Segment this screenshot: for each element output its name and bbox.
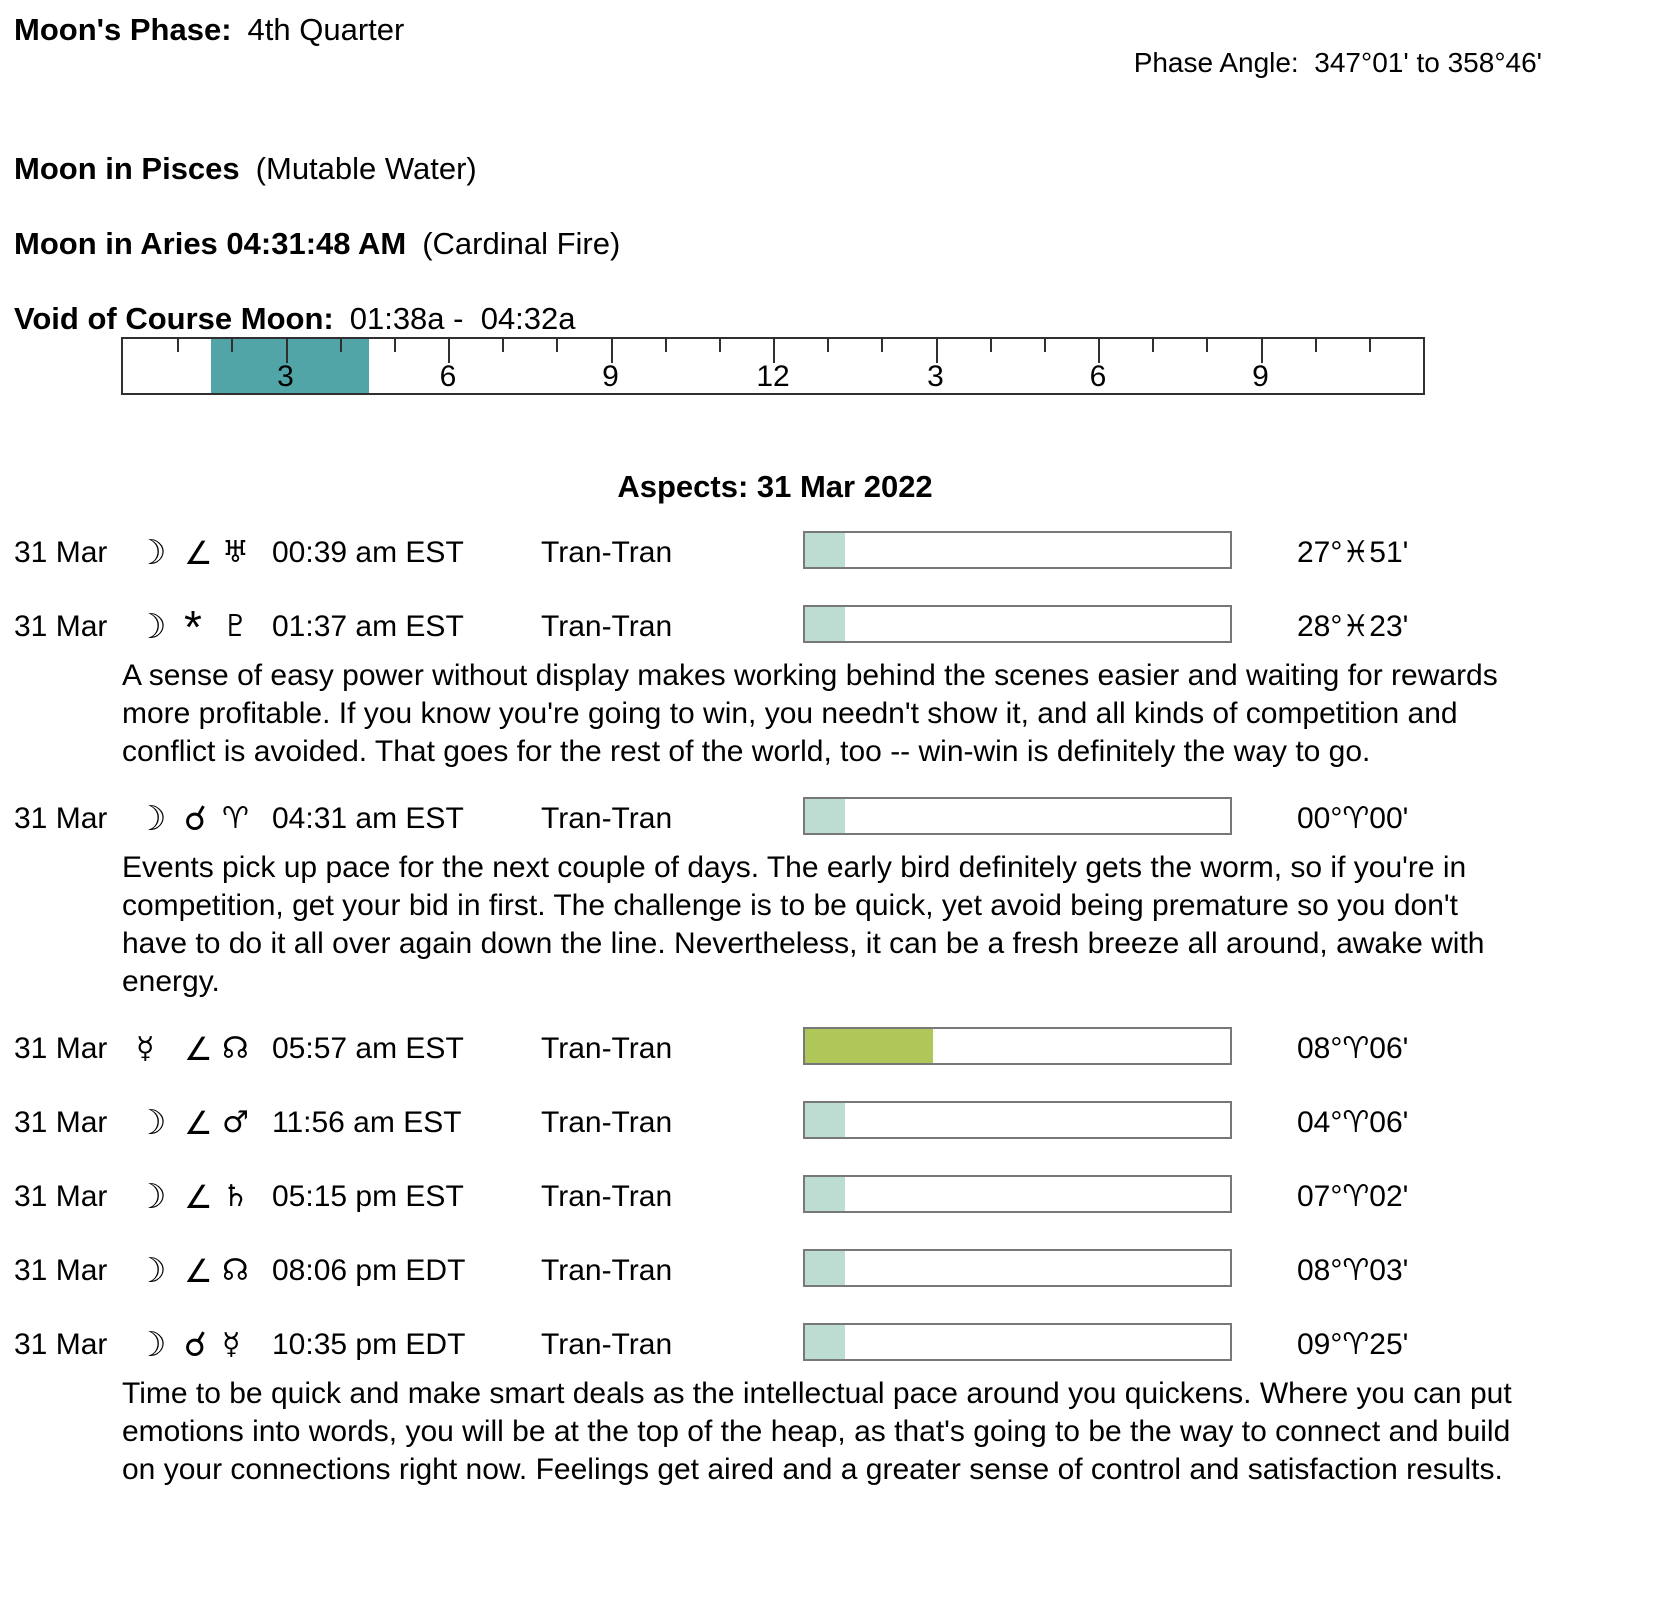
ruler-tick [1315, 339, 1317, 352]
aspect-row [0, 1101, 1550, 1149]
ruler-tick [827, 339, 829, 352]
saturn-icon: ♄ [222, 1179, 249, 1214]
mercury-icon: ☿ [222, 1327, 241, 1362]
voc-ruler [121, 337, 1425, 395]
aspect-degree: 07°♈02' [1297, 1180, 1409, 1213]
north-node-icon: ☊ [222, 1031, 249, 1066]
orb-progress-bar [803, 605, 1232, 643]
aspect-type: Tran-Tran [541, 1328, 673, 1361]
aspect-row-line [0, 601, 1550, 653]
aspect-date: 31 Mar [14, 1106, 108, 1139]
aspect-date: 31 Mar [14, 536, 108, 569]
ruler-hour-label: 3 [277, 360, 294, 393]
aspect-type: Tran-Tran [541, 1254, 673, 1287]
aspect-row-line [0, 797, 1550, 845]
aspect-time: 10:35 pm EDT [272, 1328, 466, 1361]
aries-icon: ♈ [222, 801, 249, 836]
orb-progress-fill [805, 799, 845, 833]
aspect-degree: 08°♈06' [1297, 1032, 1409, 1065]
aspect-row [0, 1175, 1550, 1223]
conjunction-icon: ☌ [184, 799, 207, 839]
aspect-degree: 27°♓51' [1297, 536, 1409, 569]
aspect-date: 31 Mar [14, 610, 108, 643]
aspect-time: 11:56 am EST [272, 1106, 462, 1139]
orb-progress-fill [805, 607, 845, 641]
semisquare-icon: ∠ [184, 534, 213, 572]
voc-value: 01:38a - 04:32a [349, 301, 576, 336]
semisquare-icon: ∠ [184, 1178, 213, 1216]
moon-phase-label: Moon's Phase: [14, 12, 232, 47]
orb-progress-bar [803, 797, 1232, 835]
aspects-section [0, 469, 1550, 1489]
aspect-type: Tran-Tran [541, 536, 673, 569]
aspect-interpretation: A sense of easy power without display makes working behind the scenes easier and waiting for rewards more profitable. If you know you're going to win, you needn't show it, and all kinds of competition and conflict is avoided. That goes for the rest of the world, too -- win-win is definitely the way to go. [122, 659, 1498, 768]
aspect-degree: 28°♓23' [1297, 610, 1409, 643]
ruler-tick [1369, 339, 1371, 352]
moon-ingress-label: Moon in Aries 04:31:48 AM [14, 226, 407, 261]
ruler-tick [881, 339, 883, 352]
phase-angle-value: 347°01' to 358°46' [1314, 47, 1542, 78]
moon-sign-line [14, 151, 1670, 187]
aspect-row-line [0, 1323, 1550, 1371]
moon-icon: ☽ [136, 1325, 167, 1365]
sextile-icon: * [184, 601, 202, 653]
ruler-tick [1152, 339, 1154, 352]
aspect-type: Tran-Tran [541, 1106, 673, 1139]
ruler-hour-label: 6 [1089, 360, 1107, 393]
aspect-time: 04:31 am EST [272, 802, 464, 835]
aspect-row-line [0, 1249, 1550, 1297]
moon-ingress-line [14, 226, 1670, 262]
orb-progress-fill [805, 1251, 845, 1285]
aspect-row [0, 531, 1550, 579]
ruler-tick [394, 339, 396, 352]
ruler-tick [1206, 339, 1208, 352]
aspect-date: 31 Mar [14, 1032, 108, 1065]
aspect-type: Tran-Tran [541, 802, 673, 835]
moon-icon: ☽ [136, 607, 167, 647]
aspect-time: 05:15 pm EST [272, 1180, 464, 1213]
ruler-tick [1044, 339, 1046, 352]
ruler-tick [340, 339, 342, 352]
aspect-time: 01:37 am EST [272, 610, 464, 643]
orb-progress-fill [805, 1029, 933, 1063]
aspect-date: 31 Mar [14, 1328, 108, 1361]
uranus-icon: ♅ [222, 535, 249, 570]
aspect-time: 08:06 pm EDT [272, 1254, 466, 1287]
moon-icon: ☽ [136, 799, 167, 839]
ruler-tick [556, 339, 558, 352]
aspect-row-line [0, 1101, 1550, 1149]
moon-sign-note: (Mutable Water) [255, 151, 477, 186]
aspect-degree: 04°♈06' [1297, 1106, 1409, 1139]
orb-progress-fill [805, 1103, 845, 1137]
ruler-tick [177, 339, 179, 352]
aspect-row-line [0, 531, 1550, 579]
moon-icon: ☽ [136, 533, 167, 573]
moon-icon: ☽ [136, 1103, 167, 1143]
header-top-line [0, 0, 1670, 111]
aspect-degree: 09°♈25' [1297, 1328, 1409, 1361]
aspect-degree: 08°♈03' [1297, 1254, 1409, 1287]
moon-phase-line [14, 12, 404, 48]
north-node-icon: ☊ [222, 1253, 249, 1288]
aspect-time: 00:39 am EST [272, 536, 464, 569]
aspect-degree: 00°♈00' [1297, 802, 1409, 835]
aspect-row-line [0, 1175, 1550, 1223]
aspects-title: Aspects: 31 Mar 2022 [617, 469, 933, 504]
phase-angle-line [1103, 15, 1542, 111]
mars-icon: ♂ [222, 1105, 249, 1140]
aspect-row [0, 1027, 1550, 1075]
orb-progress-bar [803, 1101, 1232, 1139]
mercury-icon: ☿ [136, 1031, 155, 1066]
voc-line [14, 301, 1670, 337]
ruler-hour-label: 9 [602, 360, 619, 393]
ruler-tick [990, 339, 992, 352]
ruler-tick [665, 339, 667, 352]
aspect-row [0, 1249, 1550, 1297]
orb-progress-fill [805, 1325, 845, 1359]
moon-phase-value: 4th Quarter [247, 12, 405, 47]
aspect-row [0, 601, 1550, 771]
orb-progress-bar [803, 1027, 1232, 1065]
aspect-row [0, 1323, 1550, 1489]
ruler-hour-label: 3 [927, 360, 944, 393]
aspect-interpretation: Events pick up pace for the next couple of days. The early bird definitely gets the worm, so if you're in competition, get your bid in first. The challenge is to be quick, yet avoid being premature so you don't have to do it all over again down the line. Nevertheless, it can be a fresh breeze all around, awake with energy. [122, 851, 1485, 998]
aspect-date: 31 Mar [14, 802, 108, 835]
aspect-type: Tran-Tran [541, 1032, 673, 1065]
ruler-hour-label: 9 [1252, 360, 1269, 393]
ruler-hour-label: 6 [439, 360, 457, 393]
moon-sign-label: Moon in Pisces [14, 151, 240, 186]
orb-progress-bar [803, 1175, 1232, 1213]
orb-progress-fill [805, 533, 845, 567]
phase-angle-label: Phase Angle: [1133, 47, 1299, 78]
aspect-type: Tran-Tran [541, 610, 673, 643]
ruler-tick [231, 339, 233, 352]
aspect-type: Tran-Tran [541, 1180, 673, 1213]
ruler-hour-label: 12 [756, 360, 790, 393]
voc-label: Void of Course Moon: [14, 301, 334, 336]
moon-icon: ☽ [136, 1251, 167, 1291]
aspect-interpretation: Time to be quick and make smart deals as the intellectual pace around you quickens. Where you can put emotions into words, you will be at the top of the heap, as that's going to be the way to connect and build on your connections right now. Feelings get aired and a greater sense of control and satisfaction results. [122, 1377, 1512, 1486]
conjunction-icon: ☌ [184, 1325, 207, 1365]
ruler-tick [502, 339, 504, 352]
orb-progress-fill [805, 1177, 845, 1211]
semisquare-icon: ∠ [184, 1030, 213, 1068]
moon-icon: ☽ [136, 1177, 167, 1217]
semisquare-icon: ∠ [184, 1252, 213, 1290]
orb-progress-bar [803, 1249, 1232, 1287]
orb-progress-bar [803, 531, 1232, 569]
semisquare-icon: ∠ [184, 1104, 213, 1142]
aspect-row [0, 797, 1550, 1001]
pluto-icon: ♇ [222, 609, 249, 644]
aspect-time: 05:57 am EST [272, 1032, 464, 1065]
aspect-row-line [0, 1027, 1550, 1075]
orb-progress-bar [803, 1323, 1232, 1361]
aspect-rows [0, 531, 1550, 1489]
aspect-date: 31 Mar [14, 1254, 108, 1287]
ruler-tick [719, 339, 721, 352]
aspect-date: 31 Mar [14, 1180, 108, 1213]
moon-ingress-note: (Cardinal Fire) [422, 226, 621, 261]
